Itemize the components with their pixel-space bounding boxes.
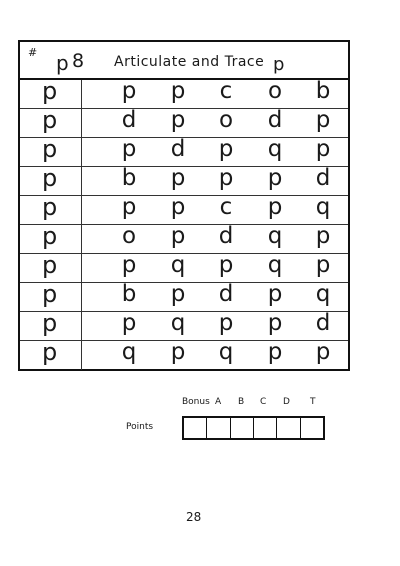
points-cell-a: [207, 418, 230, 438]
model-letter: p: [20, 80, 82, 108]
letter-cell: d: [121, 107, 137, 133]
letter-cell: q: [315, 281, 331, 307]
points-cell-bonus: [184, 418, 207, 438]
letter-cell: p: [170, 281, 186, 307]
worksheet-grid: [18, 40, 350, 371]
letter-cell: q: [267, 136, 283, 162]
score-label-a: A: [215, 397, 222, 407]
letter-cell: d: [315, 165, 331, 191]
letter-cell: b: [121, 165, 137, 191]
score-label-d: D: [283, 397, 290, 407]
letter-cell: p: [170, 194, 186, 220]
letter-cell: p: [121, 136, 137, 162]
model-letter: p: [20, 283, 82, 311]
letter-cell: d: [267, 107, 283, 133]
letter-cell: q: [170, 252, 186, 278]
letter-cell: b: [121, 281, 137, 307]
letter-cell: q: [121, 339, 137, 365]
worksheet-header: [20, 42, 348, 80]
letter-cell: p: [170, 339, 186, 365]
letter-cell: p: [267, 165, 283, 191]
model-letter: p: [20, 225, 82, 253]
lesson-letter: p: [56, 51, 69, 75]
model-letter: p: [20, 341, 82, 370]
letter-cell: q: [170, 310, 186, 336]
letter-cell: o: [267, 78, 283, 104]
letter-row: [20, 193, 348, 225]
letter-row: [20, 164, 348, 196]
letter-cell: c: [219, 78, 233, 104]
letter-cell: c: [219, 194, 233, 220]
model-letter: p: [20, 167, 82, 195]
trace-letter: p: [273, 54, 285, 75]
letter-cell: p: [267, 310, 283, 336]
letter-row: [20, 135, 348, 167]
letter-cell: p: [170, 223, 186, 249]
letter-cell: q: [267, 252, 283, 278]
letter-cell: p: [170, 165, 186, 191]
points-cell-t: [301, 418, 323, 438]
letter-cell: p: [218, 310, 234, 336]
letter-cell: p: [218, 252, 234, 278]
letter-row: [20, 106, 348, 138]
score-label-c: C: [260, 397, 267, 407]
letter-cell: q: [218, 339, 234, 365]
letter-row: [20, 77, 348, 109]
model-letter: p: [20, 196, 82, 224]
letter-cell: p: [218, 165, 234, 191]
letter-row: [20, 309, 348, 341]
letter-cell: d: [218, 281, 234, 307]
letter-cell: o: [121, 223, 137, 249]
letter-cell: q: [267, 223, 283, 249]
letter-cell: d: [170, 136, 186, 162]
letter-cell: p: [121, 78, 137, 104]
score-label-b: B: [238, 397, 245, 407]
points-cell-b: [231, 418, 254, 438]
letter-row: [20, 280, 348, 312]
lesson-number: 8: [72, 50, 85, 72]
letter-cell: p: [121, 252, 137, 278]
letter-cell: p: [315, 223, 331, 249]
bonus-label: Bonus: [182, 397, 210, 407]
points-cell-d: [277, 418, 300, 438]
letter-cell: q: [315, 194, 331, 220]
letter-row: [20, 338, 348, 370]
score-label-t: T: [310, 397, 316, 407]
model-letter: p: [20, 109, 82, 137]
letter-rows: [20, 77, 348, 370]
letter-cell: d: [218, 223, 234, 249]
letter-row: [20, 251, 348, 283]
letter-cell: p: [121, 310, 137, 336]
letter-cell: o: [218, 107, 234, 133]
letter-cell: p: [267, 281, 283, 307]
worksheet-title: Articulate and Trace: [114, 54, 265, 70]
letter-cell: p: [315, 339, 331, 365]
model-letter: p: [20, 254, 82, 282]
points-box: [182, 416, 325, 440]
letter-cell: p: [218, 136, 234, 162]
lesson-hash: #: [28, 46, 38, 59]
letter-cell: p: [121, 194, 137, 220]
letter-cell: p: [315, 252, 331, 278]
letter-row: [20, 222, 348, 254]
letter-cell: p: [267, 194, 283, 220]
letter-cell: p: [170, 78, 186, 104]
letter-cell: p: [267, 339, 283, 365]
page-number: 28: [186, 510, 202, 524]
points-label: Points: [126, 422, 154, 432]
letter-cell: p: [315, 136, 331, 162]
model-letter: p: [20, 138, 82, 166]
letter-cell: d: [315, 310, 331, 336]
letter-cell: p: [315, 107, 331, 133]
points-cell-c: [254, 418, 277, 438]
model-letter: p: [20, 312, 82, 340]
letter-cell: p: [170, 107, 186, 133]
letter-cell: b: [315, 78, 331, 104]
